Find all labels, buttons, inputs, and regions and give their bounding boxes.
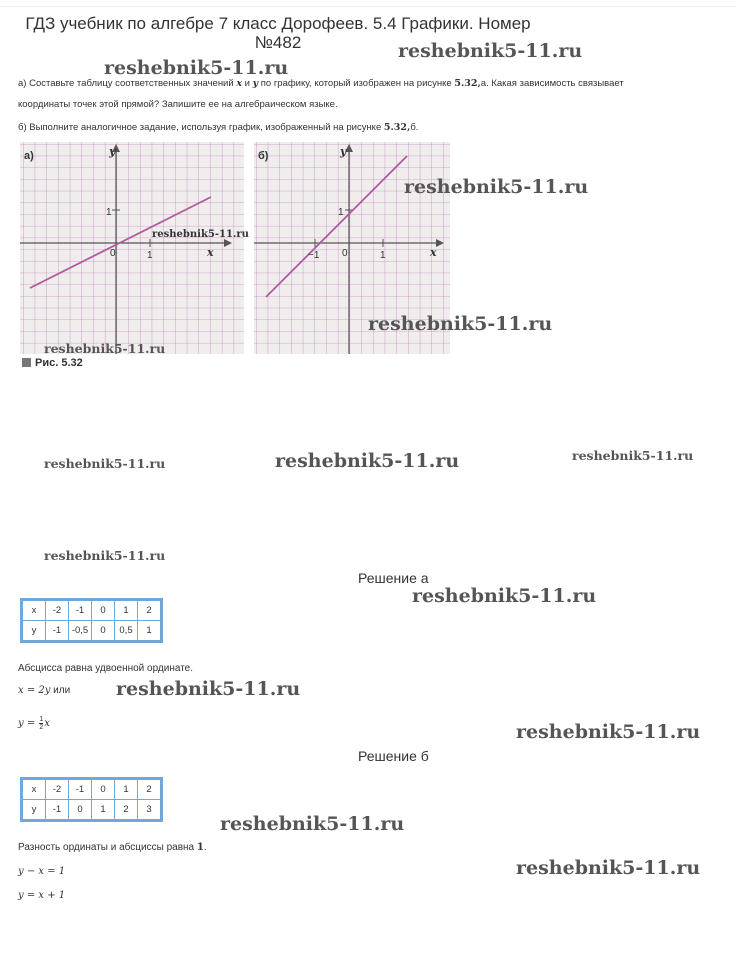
solution-a-eq1: x = 2y или (18, 685, 71, 696)
watermark: reshebnik5-11.ru (572, 448, 694, 463)
table-cell: 1 (138, 621, 162, 642)
caption-square-icon (22, 358, 31, 367)
watermark: reshebnik5-11.ru (44, 456, 166, 471)
table-cell: x (22, 600, 46, 621)
task-a-text-line2: координаты точек этой прямой? Запишите ее на алгебраическом языке. (18, 99, 338, 110)
table-row (22, 779, 162, 800)
solution-b-eq2: y = x + 1 (18, 890, 66, 901)
table-row (22, 600, 162, 621)
table-cell: -2 (46, 600, 69, 621)
watermark: reshebnik5-11.ru (516, 857, 701, 879)
top-divider (0, 6, 736, 7)
watermark: reshebnik5-11.ru (412, 585, 597, 607)
y-tick-label: 1 (338, 207, 344, 218)
page-title: ГДЗ учебник по алгебре 7 класс Дорофеев. 5.4 Графики. Номер №482 (25, 14, 531, 52)
x-axis-label: x (207, 246, 214, 259)
solution-a-heading: Решение а (358, 570, 429, 586)
table-cell: 0 (92, 600, 115, 621)
task-a-text: а) Составьте таблицу соответственных значений x и y по графику, который изображен на рисунке 5.32,а. Какая зависимость связывает (18, 78, 624, 89)
watermark: reshebnik5-11.ru (44, 548, 166, 563)
graph-a-label: а) (24, 150, 34, 162)
table-cell: 0,5 (115, 621, 138, 642)
table-cell: -1 (69, 600, 92, 621)
table-cell: -1 (46, 621, 69, 642)
origin-label: 0 (342, 248, 348, 259)
watermark: reshebnik5-11.ru (368, 313, 553, 335)
y-axis-label: y (109, 145, 116, 158)
watermark: reshebnik5-11.ru (398, 40, 583, 62)
figure-caption: Рис. 5.32 (22, 357, 83, 369)
watermark: reshebnik5-11.ru (152, 229, 249, 240)
table-cell: 3 (138, 800, 162, 821)
origin-label: 0 (110, 248, 116, 259)
table-cell: -1 (69, 779, 92, 800)
solution-b-table (20, 777, 163, 822)
solution-a-table (20, 598, 163, 643)
neg-x-tick-label: −1 (308, 250, 320, 261)
table-row (22, 621, 162, 642)
table-cell: -2 (46, 779, 69, 800)
table-cell: 0 (92, 621, 115, 642)
watermark: reshebnik5-11.ru (116, 678, 301, 700)
table-cell: 0 (92, 779, 115, 800)
solution-b-heading: Решение б (358, 748, 429, 764)
table-row (22, 800, 162, 821)
table-cell: 1 (115, 600, 138, 621)
table-cell: 1 (92, 800, 115, 821)
watermark: reshebnik5-11.ru (104, 57, 289, 79)
graph-b-label: б) (258, 150, 269, 162)
table-cell: x (22, 779, 46, 800)
graph-a (20, 142, 244, 354)
solution-a-eq2: y = $\frac{1}{2}$ x (18, 716, 50, 731)
table-cell: -1 (46, 800, 69, 821)
x-tick-label: 1 (380, 250, 386, 261)
watermark: reshebnik5-11.ru (404, 176, 589, 198)
table-cell: 2 (138, 779, 162, 800)
solution-b-text: Разность ординаты и абсциссы равна 1. (18, 842, 207, 853)
watermark: reshebnik5-11.ru (275, 450, 460, 472)
watermark: reshebnik5-11.ru (44, 341, 166, 356)
y-tick-label: 1 (106, 207, 112, 218)
table-cell: y (22, 621, 46, 642)
x-tick-label: 1 (147, 250, 153, 261)
x-axis-label: x (430, 246, 437, 259)
solution-b-eq1: y − x = 1 (18, 866, 66, 877)
table-cell: y (22, 800, 46, 821)
table-cell: 2 (115, 800, 138, 821)
y-axis-label: y (340, 145, 347, 158)
watermark: reshebnik5-11.ru (220, 813, 405, 835)
task-b-text: б) Выполните аналогичное задание, используя график, изображенный на рисунке 5.32,б. (18, 122, 419, 133)
table-cell: 2 (138, 600, 162, 621)
table-cell: 1 (115, 779, 138, 800)
watermark: reshebnik5-11.ru (516, 721, 701, 743)
solution-a-text: Абсцисса равна удвоенной ординате. (18, 663, 194, 674)
table-cell: -0,5 (69, 621, 92, 642)
table-cell: 0 (69, 800, 92, 821)
